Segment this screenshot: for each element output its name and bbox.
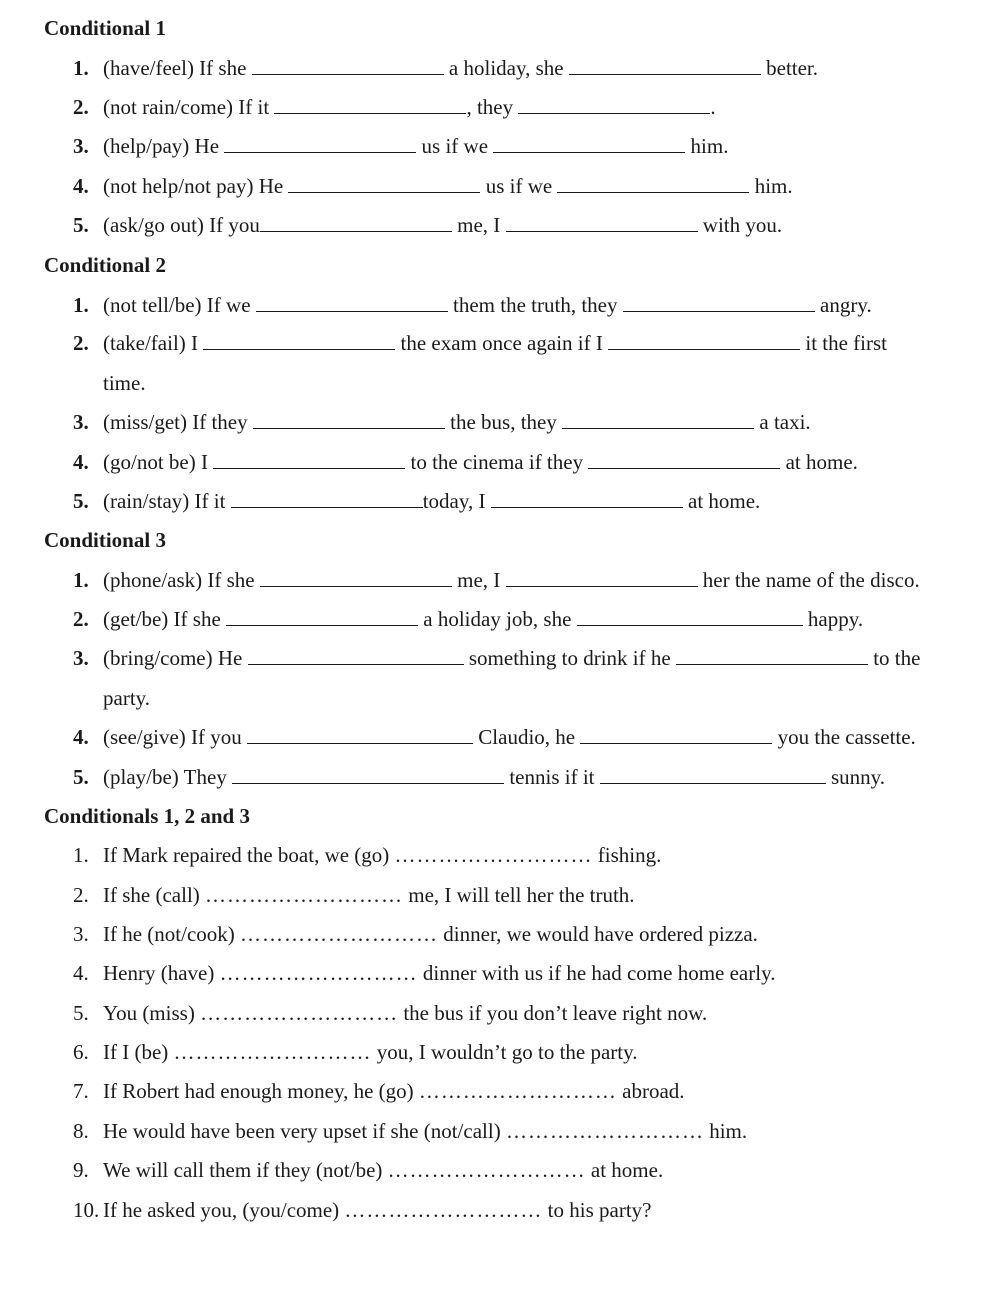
item-number: 2.: [73, 883, 89, 907]
exercise-line-continuation: time.: [103, 371, 146, 395]
item-text: a taxi.: [754, 410, 811, 434]
item-text: If Mark repaired the boat, we (go): [103, 843, 395, 867]
answer-blank[interactable]: [288, 174, 480, 193]
item-text: at home.: [682, 489, 761, 513]
answer-blank[interactable]: [608, 331, 800, 350]
section-title-conditional-3: Conditional 3: [44, 528, 166, 552]
item-text: (play/be) They: [103, 765, 233, 789]
answer-blank[interactable]: [493, 134, 685, 153]
exercise-line: [73, 450, 858, 474]
section-title-conditional-2: Conditional 2: [44, 253, 166, 277]
item-text: today, I: [422, 489, 491, 513]
answer-blank[interactable]: [213, 450, 405, 469]
answer-blank[interactable]: [518, 95, 710, 114]
item-number: 2.: [73, 95, 89, 119]
item-text: the bus if you don’t leave right now.: [398, 1001, 708, 1025]
item-text: me, I: [451, 213, 506, 237]
item-text: him.: [685, 134, 729, 158]
item-number: 9.: [73, 1158, 89, 1182]
answer-blank[interactable]: [506, 568, 698, 587]
answer-blank[interactable]: [600, 765, 826, 784]
item-text: We will call them if they (not/be): [103, 1158, 388, 1182]
item-number: 5.: [73, 213, 89, 237]
answer-dots[interactable]: ………………………: [200, 1001, 399, 1025]
answer-blank[interactable]: [562, 410, 754, 429]
item-text: him.: [749, 174, 793, 198]
item-number: 4.: [73, 450, 89, 474]
answer-blank[interactable]: [248, 646, 464, 665]
item-number: 5.: [73, 765, 89, 789]
exercise-line: [73, 568, 920, 592]
item-text: .: [710, 95, 716, 119]
item-text: (not rain/come) If it: [103, 95, 275, 119]
item-text: me, I: [451, 568, 506, 592]
answer-blank[interactable]: [676, 646, 868, 665]
exercise-line: [73, 1079, 685, 1103]
section-title-conditional-1: Conditional 1: [44, 16, 166, 40]
item-number: 3.: [73, 922, 89, 946]
item-text: to the: [867, 646, 921, 670]
item-text: a holiday, she: [443, 56, 569, 80]
exercise-line: [73, 95, 716, 119]
item-number: 4.: [73, 725, 89, 749]
answer-blank[interactable]: [260, 568, 452, 587]
exercise-line: [73, 1158, 663, 1182]
item-text: He would have been very upset if she (not/call): [103, 1119, 506, 1143]
exercise-line-continuation: party.: [103, 686, 151, 710]
item-text: If Robert had enough money, he (go): [103, 1079, 419, 1103]
item-text: the bus, they: [444, 410, 563, 434]
item-text: a holiday job, she: [418, 607, 577, 631]
answer-blank[interactable]: [203, 331, 395, 350]
exercise-line: [73, 134, 728, 158]
exercise-line: [73, 293, 872, 317]
answer-dots[interactable]: ………………………: [418, 1079, 617, 1103]
item-text: it the first: [800, 331, 888, 355]
exercise-line: [73, 922, 758, 946]
item-text: to the cinema if they: [405, 450, 589, 474]
item-text: If he (not/cook): [103, 922, 241, 946]
item-number: 6.: [73, 1040, 89, 1064]
item-number: 4.: [73, 961, 89, 985]
item-text: (bring/come) He: [103, 646, 248, 670]
answer-blank[interactable]: [557, 174, 749, 193]
item-number: 3.: [73, 646, 89, 670]
answer-blank[interactable]: [252, 56, 444, 75]
item-text: If he asked you, (you/come): [103, 1198, 345, 1222]
answer-blank[interactable]: [623, 293, 815, 312]
exercise-line: [73, 765, 885, 789]
item-text: (rain/stay) If it: [103, 489, 231, 513]
item-text: her the name of the disco.: [697, 568, 920, 592]
exercise-line: [73, 56, 818, 80]
exercise-line: [73, 843, 661, 867]
exercise-line: [73, 646, 920, 670]
item-text: the exam once again if I: [395, 331, 609, 355]
answer-blank[interactable]: [226, 607, 418, 626]
item-text: us if we: [480, 174, 558, 198]
item-text: Claudio, he: [473, 725, 581, 749]
item-text: (have/feel) If she: [103, 56, 252, 80]
item-text: dinner, we would have ordered pizza.: [438, 922, 758, 946]
answer-blank[interactable]: [506, 213, 698, 232]
answer-blank[interactable]: [580, 725, 772, 744]
item-text: (not tell/be) If we: [103, 293, 256, 317]
item-number: 1.: [73, 56, 89, 80]
answer-dots[interactable]: ………………………: [344, 1198, 543, 1222]
item-text: me, I will tell her the truth.: [403, 883, 635, 907]
item-text: (miss/get) If they: [103, 410, 253, 434]
answer-blank[interactable]: [232, 765, 504, 784]
item-text: them the truth, they: [447, 293, 623, 317]
item-number: 8.: [73, 1119, 89, 1143]
exercise-line: [73, 1198, 651, 1222]
item-text: You (miss): [103, 1001, 201, 1025]
item-text: , they: [466, 95, 519, 119]
item-text: you the cassette.: [772, 725, 916, 749]
exercise-line: [73, 1119, 747, 1143]
item-number: 1.: [73, 568, 89, 592]
item-text: (see/give) If you: [103, 725, 248, 749]
item-number: 2.: [73, 607, 89, 631]
answer-blank[interactable]: [569, 56, 761, 75]
item-number: 7.: [73, 1079, 89, 1103]
item-text: us if we: [416, 134, 494, 158]
item-number: 2.: [73, 331, 89, 355]
item-text: Henry (have): [103, 961, 220, 985]
item-text: (not help/not pay) He: [103, 174, 289, 198]
exercise-line: [73, 410, 811, 434]
item-text: (get/be) If she: [103, 607, 227, 631]
item-text: sunny.: [825, 765, 886, 789]
item-text: happy.: [802, 607, 864, 631]
item-number: 1.: [73, 843, 89, 867]
item-number: 10.: [73, 1198, 100, 1222]
item-number: 4.: [73, 174, 89, 198]
item-number: 5.: [73, 1001, 89, 1025]
answer-dots[interactable]: ………………………: [394, 843, 593, 867]
answer-blank[interactable]: [247, 725, 473, 744]
item-number: 3.: [73, 410, 89, 434]
answer-dots[interactable]: ………………………: [240, 922, 439, 946]
exercise-line: [73, 607, 863, 631]
item-text: to his party?: [542, 1198, 652, 1222]
item-text: (go/not be) I: [103, 450, 214, 474]
item-text: him.: [703, 1119, 748, 1143]
answer-blank[interactable]: [274, 95, 466, 114]
answer-blank[interactable]: [260, 213, 452, 232]
exercise-line: [73, 725, 916, 749]
answer-blank[interactable]: [588, 450, 780, 469]
exercise-line: [73, 883, 635, 907]
exercise-line: [73, 961, 775, 985]
item-text: If I (be): [103, 1040, 174, 1064]
item-text: abroad.: [616, 1079, 685, 1103]
item-text: something to drink if he: [463, 646, 676, 670]
answer-dots[interactable]: ………………………: [505, 1119, 704, 1143]
answer-blank[interactable]: [231, 489, 423, 508]
item-text: (help/pay) He: [103, 134, 225, 158]
answer-dots[interactable]: ………………………: [173, 1040, 372, 1064]
item-text: fishing.: [592, 843, 662, 867]
answer-blank[interactable]: [253, 410, 445, 429]
answer-dots[interactable]: ………………………: [205, 883, 404, 907]
answer-blank[interactable]: [577, 607, 803, 626]
answer-dots[interactable]: ………………………: [219, 961, 418, 985]
item-text: tennis if it: [504, 765, 600, 789]
exercise-line: [73, 213, 782, 237]
item-text: If she (call): [103, 883, 206, 907]
item-number: 3.: [73, 134, 89, 158]
exercise-line: [73, 174, 793, 198]
exercise-line: [73, 1001, 707, 1025]
answer-blank[interactable]: [224, 134, 416, 153]
exercise-line: [73, 1040, 638, 1064]
exercise-line: [73, 331, 887, 355]
item-text: dinner with us if he had come home early.: [417, 961, 776, 985]
item-text: you, I wouldn’t go to the party.: [371, 1040, 638, 1064]
item-text: at home.: [780, 450, 858, 474]
item-text: (phone/ask) If she: [103, 568, 260, 592]
item-number: 5.: [73, 489, 89, 513]
item-text: better.: [760, 56, 819, 80]
answer-dots[interactable]: ………………………: [387, 1158, 586, 1182]
item-text: at home.: [585, 1158, 664, 1182]
item-text: (ask/go out) If you: [103, 213, 260, 237]
answer-blank[interactable]: [256, 293, 448, 312]
item-text: with you.: [697, 213, 783, 237]
exercise-line: [73, 489, 760, 513]
answer-blank[interactable]: [491, 489, 683, 508]
item-text: angry.: [814, 293, 872, 317]
item-text: (take/fail) I: [103, 331, 204, 355]
item-number: 1.: [73, 293, 89, 317]
section-title-mixed-conditionals: Conditionals 1, 2 and 3: [44, 804, 250, 828]
